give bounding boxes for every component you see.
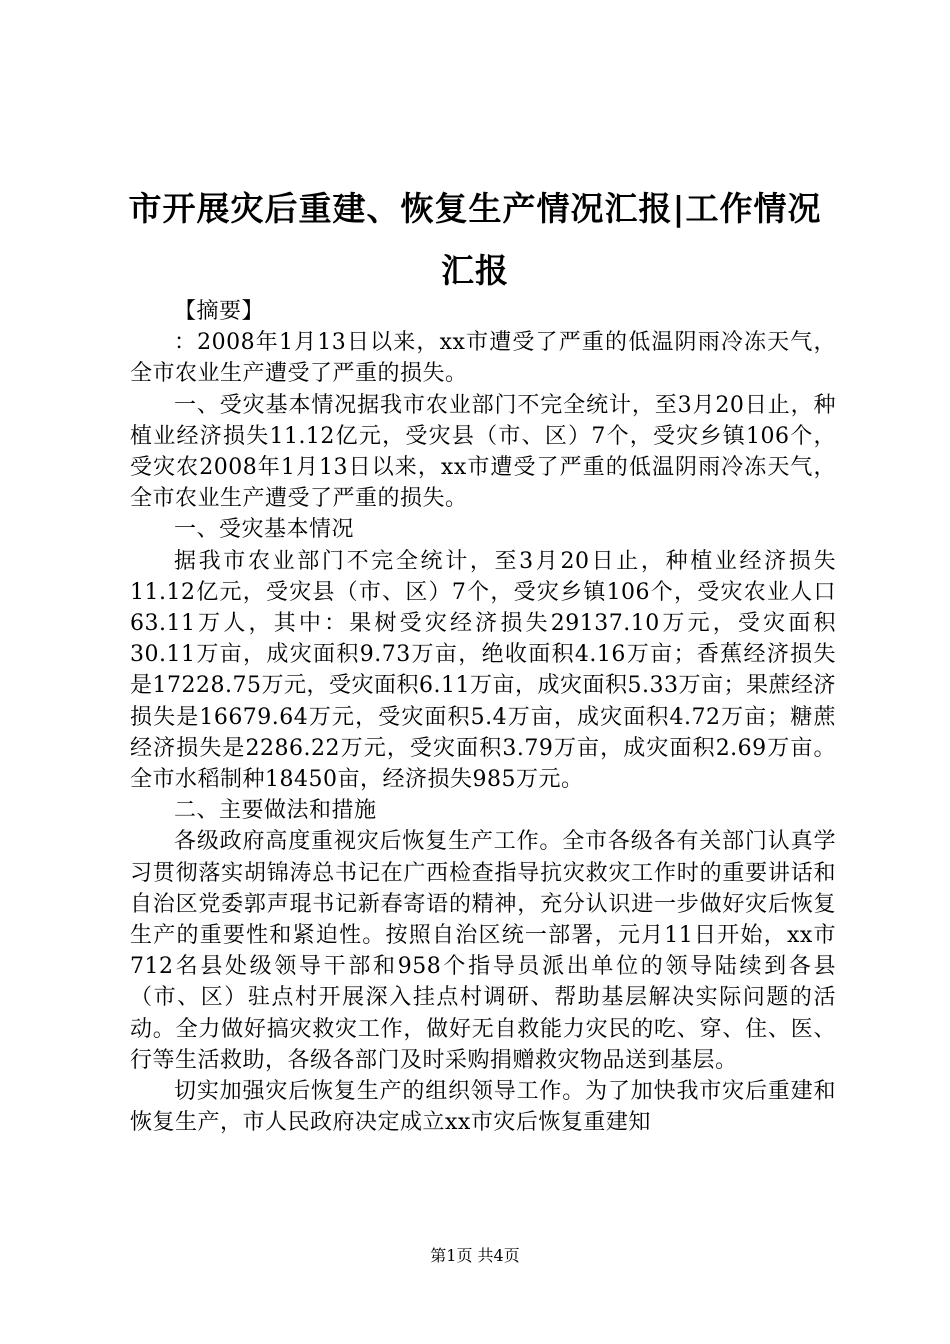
paragraph-summary: 一、受灾基本情况据我市农业部门不完全统计，至3月20日止，种植业经济损失11.12亿元，受灾县（市、区）7个，受灾乡镇106个，受灾农2008年1月13日以来，xx市遭受了严重的低温阴雨冷冻天气，全市农业生产遭受了严重的损失。 xyxy=(130,392,836,512)
abstract-label: 【摘要】 xyxy=(174,299,265,324)
section-heading-2: 二、主要做法和措施 xyxy=(174,798,377,824)
paragraph-losses: 据我市农业部门不完全统计，至3月20日止，种植业经济损失11.12亿元，受灾县（市、区）7个，受灾乡镇106个，受灾农业人口63.11万人，其中：果树受灾经济损失29137.10万元，受灾面积30.11万亩，成灾面积9.73万亩，绝收面积4.16万亩；香蕉经济损失是17228.75万元，受灾面积6.11万亩，成灾面积5.33万亩；果蔗经济损失是16679.64万元，受灾面积5.4万亩，成灾面积4.72万亩；糖蔗经济损失是2286.22万元，受灾面积3.79万亩，成灾面积2.69万亩。全市水稻制种18450亩，经济损失985万元。 xyxy=(130,548,836,793)
document-title: 市开展灾后重建、恢复生产情况汇报|工作情况汇报 xyxy=(128,189,822,290)
paragraph-measures: 各级政府高度重视灾后恢复生产工作。全市各级各有关部门认真学习贯彻落实胡锦涛总书记在广西检查指导抗灾救灾工作时的重要讲话和自治区党委郭声琨书记新春寄语的精神，充分认识进一步做好灾后恢复生产的重要性和紧迫性。按照自治区统一部署，元月11日开始，xx市712名县处级领导干部和958个指导员派出单位的领导陆续到各县（市、区）驻点村开展深入挂点村调研、帮助基层解决实际问题的活动。全力做好搞灾救灾工作，做好无自救能力灾民的吃、穿、住、医、行等生活救助，各级各部门及时采购捐赠救灾物品送到基层。 xyxy=(130,829,836,1073)
document-body xyxy=(130,296,836,1138)
page-footer: 第1页 共4页 xyxy=(430,1246,520,1265)
paragraph-abstract: ：2008年1月13日以来，xx市遭受了严重的低温阴雨冷冻天气，全市农业生产遭受了严重的损失。 xyxy=(130,330,836,387)
paragraph-leadership: 切实加强灾后恢复生产的组织领导工作。为了加快我市灾后重建和恢复生产，市人民政府决定成立xx市灾后恢复重建知 xyxy=(130,1079,836,1136)
section-heading-1: 一、受灾基本情况 xyxy=(174,517,355,543)
